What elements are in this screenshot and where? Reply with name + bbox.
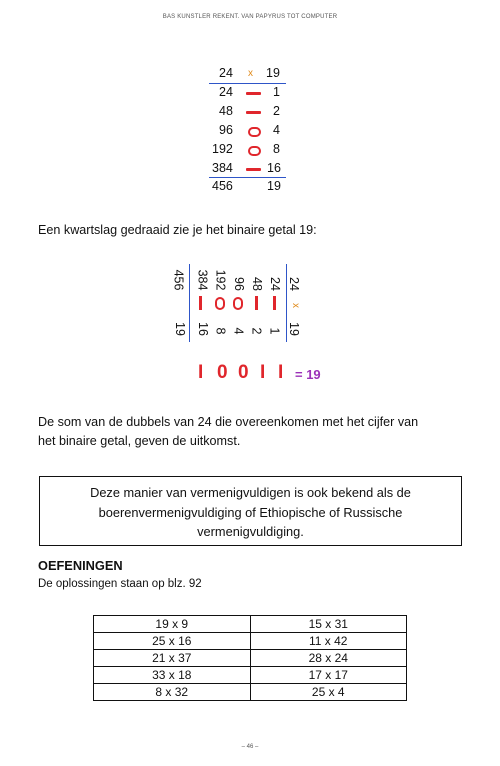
binary-equals: = 19 <box>295 367 321 382</box>
table-cell: 17 x 17 <box>250 667 407 684</box>
table-cell: 8 x 32 <box>94 684 251 701</box>
bar-mark <box>199 296 202 310</box>
table-row <box>94 684 407 701</box>
header-left: 24 <box>219 66 233 80</box>
rot-total-right: 19 <box>172 322 187 336</box>
row-right: 2 <box>273 104 280 118</box>
table-row <box>94 650 407 667</box>
rot-divider-right <box>286 264 287 342</box>
row-right: 16 <box>267 161 281 175</box>
rot-times-sign: x <box>290 303 301 308</box>
rot-col-right: 16 <box>195 322 210 336</box>
dash-mark <box>246 168 261 171</box>
table-row <box>94 667 407 684</box>
dash-mark <box>246 111 261 114</box>
paragraph-sum-line1: De som van de dubbels van 24 die overeenkomen met het cijfer van <box>38 415 419 429</box>
times-sign: x <box>248 68 253 79</box>
rot-divider-left <box>189 264 190 342</box>
binary-digit: I <box>198 362 204 383</box>
ring-mark <box>215 297 225 310</box>
table-row <box>94 633 407 650</box>
bar-mark <box>255 296 258 310</box>
binary-digit: 0 <box>217 362 228 383</box>
row-left: 384 <box>212 161 233 175</box>
paragraph-sum-line2: het binaire getal, geven de uitkomst. <box>38 434 241 448</box>
binary-digit: 0 <box>238 362 249 383</box>
table-row <box>94 616 407 633</box>
row-left: 96 <box>219 123 233 137</box>
bar-mark <box>273 296 276 310</box>
binary-digit: I <box>278 362 284 383</box>
info-box <box>39 476 462 546</box>
page-number: – 46 – <box>241 744 259 750</box>
rot-col-right: 4 <box>231 327 246 335</box>
rot-header-right: 19 <box>286 322 301 336</box>
divider-bottom <box>209 177 286 178</box>
row-left: 24 <box>219 85 233 99</box>
table-cell: 25 x 16 <box>94 633 251 650</box>
rot-col-left: 384 <box>195 269 210 291</box>
binary-digit: I <box>260 362 266 383</box>
row-left: 192 <box>212 142 233 156</box>
table-cell: 21 x 37 <box>94 650 251 667</box>
row-right: 4 <box>273 123 280 137</box>
dash-mark <box>246 92 261 95</box>
table-cell: 11 x 42 <box>250 633 407 650</box>
table-cell: 19 x 9 <box>94 616 251 633</box>
row-right: 8 <box>273 142 280 156</box>
rot-total-left: 456 <box>171 269 186 291</box>
row-left: 48 <box>219 104 233 118</box>
table-cell: 25 x 4 <box>250 684 407 701</box>
row-right: 1 <box>273 85 280 99</box>
info-box-line: Deze manier van vermenigvuldigen is ook bekend als de <box>90 485 411 500</box>
rot-header-left: 24 <box>286 277 301 291</box>
header-right: 19 <box>266 66 280 80</box>
ring-mark <box>248 127 261 137</box>
table-cell: 15 x 31 <box>250 616 407 633</box>
running-head: BAS KUNSTLER REKENT. VAN PAPYRUS TOT COMPUTER <box>162 14 338 20</box>
rot-col-left: 48 <box>249 277 264 291</box>
divider-top <box>209 83 286 84</box>
rot-col-left: 192 <box>213 269 228 291</box>
ring-mark <box>248 146 261 156</box>
rot-col-right: 8 <box>213 327 228 335</box>
rot-col-left: 24 <box>267 277 282 291</box>
paragraph-rotate-intro: Een kwartslag gedraaid zie je het binaire getal 19: <box>38 223 317 237</box>
info-box-line: vermenigvuldiging. <box>197 524 304 539</box>
total-left: 456 <box>212 179 233 193</box>
rot-col-right: 1 <box>267 327 282 335</box>
solutions-note: De oplossingen staan op blz. 92 <box>38 578 202 590</box>
table-cell: 28 x 24 <box>250 650 407 667</box>
table-cell: 33 x 18 <box>94 667 251 684</box>
exercises-heading: OEFENINGEN <box>38 558 123 573</box>
rot-col-left: 96 <box>231 277 246 291</box>
exercise-table <box>93 615 407 701</box>
ring-mark <box>233 297 243 310</box>
info-box-line: boerenvermenigvuldiging of Ethiopische of Russische <box>98 504 403 520</box>
rot-col-right: 2 <box>249 327 264 335</box>
total-right: 19 <box>267 179 281 193</box>
